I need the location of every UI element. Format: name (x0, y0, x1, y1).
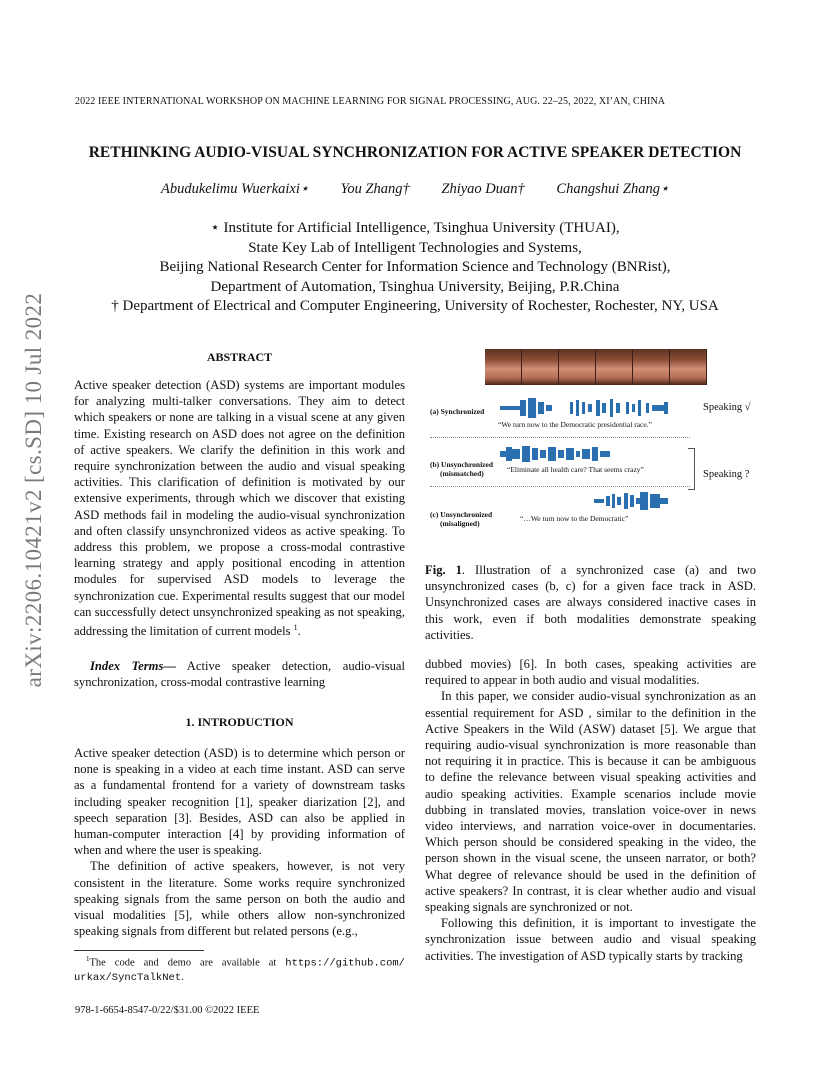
index-terms-text: Active speaker detection, audio-visual synchronization, cross-modal contrastive learning (74, 659, 405, 690)
footnote (74, 953, 405, 985)
case-a-quote: “We turn now to the Democratic presidential race.” (498, 420, 652, 429)
separator (430, 437, 690, 438)
index-terms-label: Index Terms— (90, 659, 176, 673)
arxiv-identifier: arXiv:2206.10421v2 [cs.SD] 10 Jul 2022 (21, 292, 46, 688)
face-frame (522, 349, 559, 385)
affiliation-line: † Department of Electrical and Computer Engineering, University of Rochester, Rochester, NY, USA (111, 298, 719, 314)
speaking-bc-text: Speaking ? (703, 469, 750, 480)
waveform-b (490, 442, 650, 466)
abstract-end: . (297, 624, 301, 639)
author: Zhiyao Duan† (441, 181, 525, 197)
figure-1 (425, 344, 760, 554)
case-c-label (430, 510, 492, 528)
case-b-quote: “Eliminate all health care? That seems crazy” (507, 465, 644, 474)
caption-label: Fig. 1 (425, 563, 462, 577)
face-frame (670, 349, 707, 385)
footnote-link[interactable]: urkax/SyncTalkNet (74, 971, 182, 984)
footnote-text: The code and demo are available at (89, 957, 286, 969)
index-terms (74, 658, 405, 690)
speaking-label-bc (703, 469, 749, 480)
case-b-label (430, 460, 493, 478)
footnote-marker: 1 (293, 623, 298, 633)
author: Abudukelimu Wuerkaixi⋆ (160, 181, 309, 197)
intro-body (74, 745, 405, 939)
intro-heading: 1. INTRODUCTION (185, 715, 294, 729)
body-paragraph: In this paper, we consider audio-visual synchronization as an essential requirement for ASD , similar to the definition in the Active Speakers in the Wild (ASW) dataset [5]. We argue that requiring audio-visual synchronization is more reasonable than not requiring it in practice. This is because it can be ambiguous to define the relevance between visual speaking activities and audio speaking activities. Example scenarios include movie dubbing in translated movies, translation voice-over in news video interviews, and narration voice-over in documentaries. Which person should be considered speaking in the video, the person shown in the visual scene, the unseen narrator, or both? What degree of relevance should be used in the definition of active speakers? In contrast, it is clear whether audio and visual speaking signals are synchronized or not. (425, 689, 756, 915)
bracket (688, 448, 695, 490)
case-c-label-line1: (c) Unsynchronized (430, 510, 493, 519)
affiliations (40, 219, 790, 317)
affiliation-line: ⋆ Institute for Artificial Intelligence, Tsinghua University (THUAI), (210, 220, 620, 236)
paper-title: RETHINKING AUDIO-VISUAL SYNCHRONIZATION FOR ACTIVE SPEAKER DETECTION (88, 144, 742, 161)
waveform-a (490, 394, 710, 422)
case-a-label: (a) Synchronized (430, 407, 485, 416)
face-frame (485, 349, 522, 385)
intro-paragraph: The definition of active speakers, however, is not very consistent in the literature. Some works require synchronized speaking signals from the same person on both the audio and visual modalities [5], while others allow non-synchronized speaking signals from different but related persons (e.g., (74, 859, 405, 939)
caption-text: . Illustration of a synchronized case (a) and two unsynchronized cases (b, c) for a given face track in ASD. Unsynchronized cases are always considered inactive cases in this work, even if both modalities demonstrate speaking activities. (425, 563, 756, 642)
affiliation-line: Department of Automation, Tsinghua University, Beijing, P.R.China (210, 278, 620, 295)
case-c-quote: “…We turn now to the Democratic” (520, 514, 629, 523)
affiliation-line: State Key Lab of Intelligent Technologies and Systems, (248, 239, 582, 256)
case-b-label-line2: (mismatched) (440, 469, 484, 478)
author-list (60, 181, 770, 198)
abstract-text: Active speaker detection (ASD) systems are important modules for analyzing multi-talker conversations. They aim to detect which speakers or none are talking in a visual scene at any given time. Existing research on ASD does not agree on the definition of active speakers. We clarify the definition in this work and require synchronization between the audio and visual speaking activities. This clarification of definition is motivated by our extensive experiments, through which we discover that existing ASD methods fail in modeling the audio-visual synchronization and often classify unsynchronized videos as active speaking. To address this problem, we propose a cross-modal contrastive learning strategy and apply positional encoding in attention modules for supervised ASD models to leverage the synchronization cue. Experimental results suggest that our model can successfully detect unsynchronized speaking as not speaking, addressing the limitation of current models (74, 378, 405, 639)
abstract-heading: ABSTRACT (206, 350, 273, 364)
body-paragraph: Following this definition, it is important to investigate the synchronization issue between audio and visual speaking activities. The investigation of ASD typically starts by tracking (425, 916, 756, 963)
right-column-body (425, 656, 756, 964)
separator (430, 486, 690, 487)
affiliation-line: Beijing National Research Center for Information Science and Technology (BNRist), (159, 259, 671, 275)
figure-caption (425, 562, 756, 643)
footnote-divider (74, 950, 204, 951)
face-frame (559, 349, 596, 385)
face-frame (596, 349, 633, 385)
author: You Zhang† (340, 181, 410, 197)
abstract-body (74, 377, 405, 639)
case-c-label-line2: (misaligned) (440, 519, 480, 528)
copyright-notice: 978-1-6654-8547-0/22/$31.00 ©2022 IEEE (75, 1005, 260, 1016)
face-track-strip (485, 349, 707, 385)
footnote-end: . (181, 971, 184, 983)
intro-paragraph: Active speaker detection (ASD) is to determine which person or none is speaking in a video at each time instant. ASD can serve as a fundamental frontend for a variety of downstream tasks including speaker recognition [1], speaker diarization [2], and speech separation [3]. Besides, ASD can also be applied in human-computer interaction [4] by providing information of when and where the user is speaking. (74, 746, 405, 858)
footnote-number: 1 (86, 955, 90, 963)
speaking-label-a: Speaking √ (703, 402, 751, 413)
footnote-link[interactable]: https://github.com/ (285, 957, 405, 970)
waveform-c (490, 488, 690, 514)
arxiv-sidebar (4, 292, 64, 688)
author: Changshui Zhang⋆ (556, 181, 670, 197)
face-frame (633, 349, 670, 385)
body-paragraph: dubbed movies) [6]. In both cases, speaking activities are required to appear in both audio and visual modalities. (425, 657, 756, 688)
case-b-label-line1: (b) Unsynchronized (430, 460, 493, 469)
running-header: 2022 IEEE INTERNATIONAL WORKSHOP ON MACHINE LEARNING FOR SIGNAL PROCESSING, AUG. 22–25, 2022, XI’AN, CHINA (75, 96, 666, 107)
